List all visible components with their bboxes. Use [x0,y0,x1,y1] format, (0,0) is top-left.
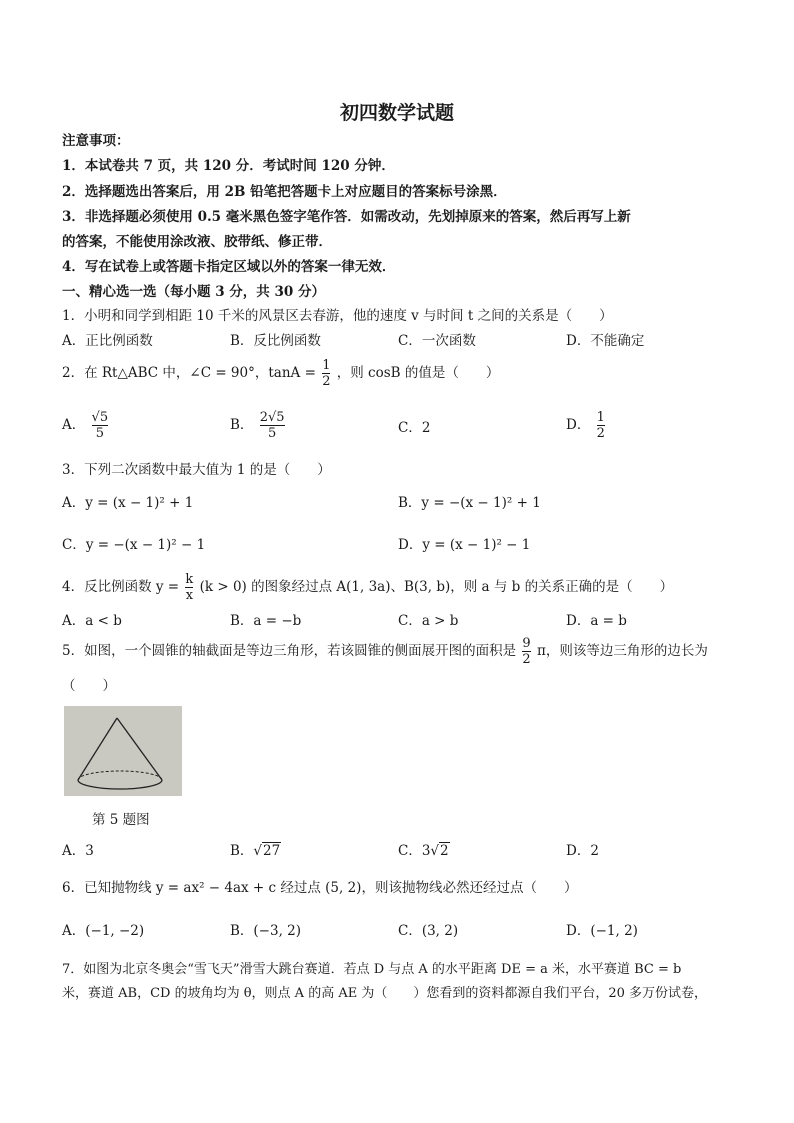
q2-option-b [230,410,287,441]
q2-fraction-den: 2 [322,374,331,389]
cone-diagram [64,706,182,796]
q5-option-b-label: B． [230,843,254,859]
q4-fraction [185,572,193,603]
q4-option-d: D．a = b [566,613,627,629]
q2-stem-end: ，则 cosB 的值是（ ） [336,365,500,381]
q2-option-a-frac [92,410,109,441]
q5-stem-start: 5．如图，一个圆锥的轴截面是等边三角形，若该圆锥的侧面展开图的面积是 [62,643,517,659]
q4-option-c: C．a > b [398,613,459,629]
q5-option-c-label: C．3 [398,843,431,859]
q6-option-a: A．(−1, −2) [62,923,145,939]
q2-option-a-num: √5 [91,410,109,425]
q2-option-d-num: 1 [596,410,605,425]
q1-option-d: D．不能确定 [566,333,645,349]
q2-option-d-frac [597,410,605,441]
q3-option-d: D．y = (x − 1)² − 1 [398,537,531,553]
q2-option-b-den: 5 [260,425,285,441]
q2-stem [62,358,499,389]
q4-fraction-num: k [185,572,194,587]
notice-item-4: 4．写在试卷上或答题卡指定区域以外的答案一律无效． [62,259,396,275]
page-title: 初四数学试题 [339,102,454,124]
q5-option-c-radicand: 2 [440,843,449,859]
q2-fraction [322,358,330,389]
q3-option-c: C．y = −(x − 1)² − 1 [62,537,206,553]
q7-stem-line1: 7．如图为北京冬奥会“雪飞天”滑雪大跳台赛道．若点 D 与点 A 的水平距离 DE = a 米，水平赛道 BC = b [62,962,682,977]
q3-stem: 3．下列二次函数中最大值为 1 的是（ ） [62,462,331,478]
q2-option-d-den: 2 [596,426,605,441]
q2-stem-start: 2．在 Rt△ABC 中，∠C = 90°，tanA = [62,365,316,381]
q5-option-b-radicand: 27 [263,843,281,859]
sqrt-sign: √ [430,843,440,859]
q4-stem [62,572,673,603]
q2-option-b-label: B． [230,417,254,433]
section-heading: 一、精心选一选（每小题 3 分，共 30 分） [62,284,325,300]
q5-fraction [522,636,530,667]
sqrt-sign: √ [253,843,263,859]
q2-option-d [566,410,607,441]
q2-option-a-label: A． [62,417,86,433]
q5-option-a: A．3 [62,843,94,859]
q4-option-a: A．a < b [62,613,122,629]
q6-stem: 6．已知抛物线 y = ax² − 4ax + c 经过点 (5, 2)，则该抛物线必然还经过点（ ） [62,880,578,896]
q2-option-a-den: 5 [92,425,109,441]
q5-stem-end: π，则该等边三角形的边长为 [536,643,708,659]
q7-stem-line2: 米，赛道 AB，CD 的坡角均为 θ，则点 A 的高 AE 为（ ）您看到的资料都源自我们平台，20 多万份试卷， [62,986,708,1001]
notice-item-1: 1．本试卷共 7 页，共 120 分．考试时间 120 分钟． [62,158,395,174]
q5-option-c [398,842,450,860]
q6-option-c: C．(3, 2) [398,923,459,939]
q1-option-c: C．一次函数 [398,333,476,349]
q5-cone-figure [64,706,182,796]
q4-stem-end: (k > 0) 的图象经过点 A(1, 3a)、B(3, b)，则 a 与 b 的关系正确的是（ ） [199,579,674,595]
q2-option-b-frac [260,410,285,441]
q4-option-b: B．a = −b [230,613,302,629]
q5-fraction-num: 9 [522,636,531,651]
q1-stem: 1．小明和同学到相距 10 千米的风景区去春游，他的速度 v 与时间 t 之间的关系是（ ） [62,308,613,324]
q4-stem-start: 4．反比例函数 y = [62,579,180,595]
q6-option-b: B．(−3, 2) [230,923,302,939]
notice-item-3: 3．非选择题必须使用 0.5 毫米黑色签字笔作答．如需改动，先划掉原来的答案，然后再写上新 [62,209,631,225]
q5-stem [62,636,708,667]
q2-option-b-num: 2√5 [259,410,285,425]
q5-figure-caption: 第 5 题图 [92,812,150,828]
notice-item-3-cont: 的答案，不能使用涂改液、胶带纸、修正带． [62,234,332,250]
q3-option-a: A．y = (x − 1)² + 1 [62,495,194,511]
q5-option-d: D．2 [566,843,599,859]
q2-fraction-num: 1 [322,358,331,373]
notice-item-2: 2．选择题选出答案后，用 2B 铅笔把答题卡上对应题目的答案标号涂黑． [62,184,507,200]
q4-fraction-den: x [185,588,194,603]
q1-option-a: A．正比例函数 [62,333,153,349]
q3-option-b: B．y = −(x − 1)² + 1 [398,495,541,511]
q5-stem-cont: （ ） [62,678,116,694]
notice-heading: 注意事项： [62,133,130,149]
q2-option-d-label: D． [566,417,591,433]
q2-option-c: C．2 [398,420,431,436]
q5-option-b [230,842,281,860]
q1-option-b: B．反比例函数 [230,333,321,349]
q6-option-d: D．(−1, 2) [566,923,638,939]
q5-fraction-den: 2 [522,652,531,667]
q2-option-a [62,410,110,441]
